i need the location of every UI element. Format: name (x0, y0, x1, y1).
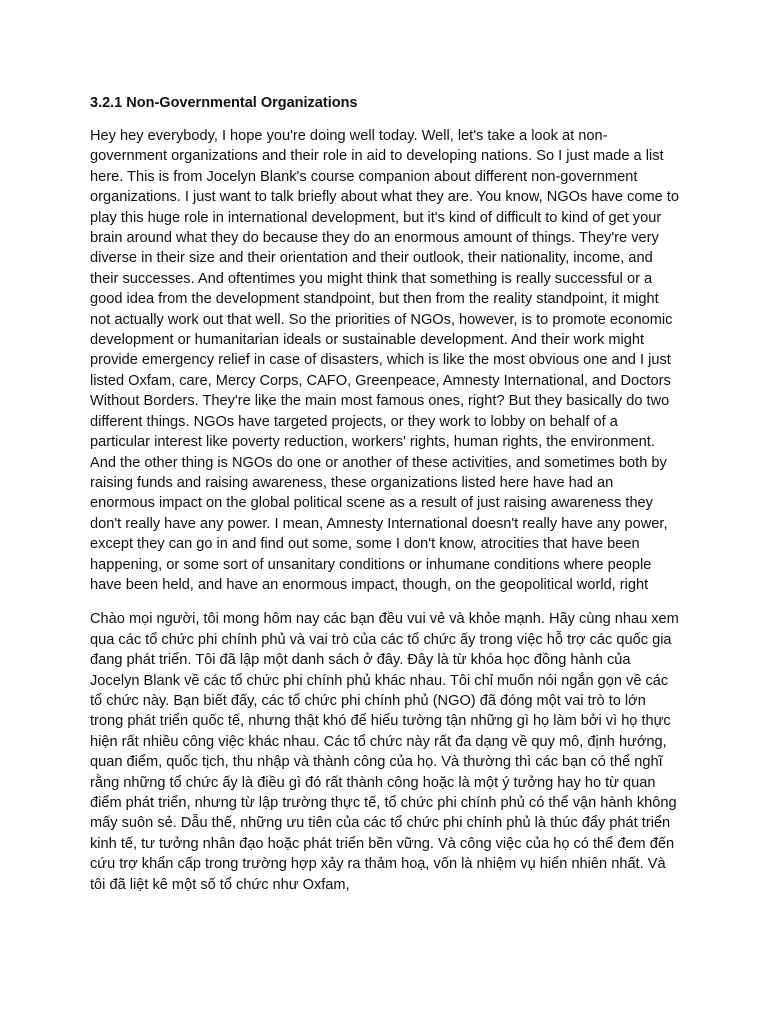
section-heading: 3.2.1 Non-Governmental Organizations (90, 95, 358, 111)
document-page (90, 93, 680, 909)
english-transcript-paragraph: Hey hey everybody, I hope you're doing well today. Well, let's take a look at non-government organizations and their role in aid to developing nations. So I just made a list here. This is from Jocelyn Blank's course companion about different non-government organizations. I just want to talk briefly about what they are. You know, NGOs have come to play this huge role in international development, but it's kind of difficult to kind of get your brain around what they do because they do an enormous amount of things. They're very diverse in their size and their orientation and their outlook, their nationality, income, and their successes. And oftentimes you might think that something is really successful or a good idea from the development standpoint, but then from the reality standpoint, it might not actually work out that well. So the priorities of NGOs, however, is to promote economic development or humanitarian ideals or sustainable development. And their work might provide emergency relief in case of disasters, which is like the most obvious one and I just listed Oxfam, care, Mercy Corps, CAFO, Greenpeace, Amnesty International, and Doctors Without Borders. They're like the main most famous ones, right? But they basically do two different things. NGOs have targeted projects, or they work to lobby on behalf of a particular interest like poverty reduction, workers' rights, human rights, the environment. And the other thing is NGOs do one or another of these activities, and sometimes both by raising funds and raising awareness, these organizations listed here have had an enormous impact on the global political scene as a result of just raising awareness they don't really have any power. I mean, Amnesty International doesn't really have any power, except they can go in and find out some, some I don't know, atrocities that have been happening, or some sort of unsanitary conditions or inhumane conditions where people have been held, and have an enormous impact, though, on the geopolitical world, right (90, 128, 679, 593)
vietnamese-translation-paragraph: Chào mọi người, tôi mong hôm nay các bạn đều vui vẻ và khỏe mạnh. Hãy cùng nhau xem qua các tổ chức phi chính phủ và vai trò của các tổ chức ấy trong việc hỗ trợ các quốc gia đang phát triển. Tôi đã lập một danh sách ở đây. Đây là từ khóa học đồng hành của Jocelyn Blank về các tổ chức phi chính phủ khác nhau. Tôi chỉ muốn nói ngắn gọn về các tổ chức này. Bạn biết đấy, các tổ chức phi chính phủ (NGO) đã đóng một vai trò to lớn trong phát triển quốc tế, nhưng thật khó để hiểu tường tận những gì họ làm bởi vì họ thực hiện rất nhiều công việc khác nhau. Các tổ chức này rất đa dạng về quy mô, định hướng, quan điểm, quốc tịch, thu nhập và thành công của họ. Và thường thì các bạn có thể nghĩ rằng những tổ chức ấy là điều gì đó rất thành công hoặc là một ý tưởng hay ho từ quan điểm phát triển, nhưng từ lập trường thực tế, tổ chức phi chính phủ có thể vận hành không mấy suôn sẻ. Dẫu thế, những ưu tiên của các tổ chức phi chính phủ là thúc đẩy phát triển kinh tế, tư tưởng nhân đạo hoặc phát triển bền vững. Và công việc của họ có thể đem đến cứu trợ khẩn cấp trong trường hợp xảy ra thảm hoạ, vốn là nhiệm vụ hiển nhiên nhất. Và tôi đã liệt kê một số tổ chức như Oxfam, (90, 611, 679, 893)
